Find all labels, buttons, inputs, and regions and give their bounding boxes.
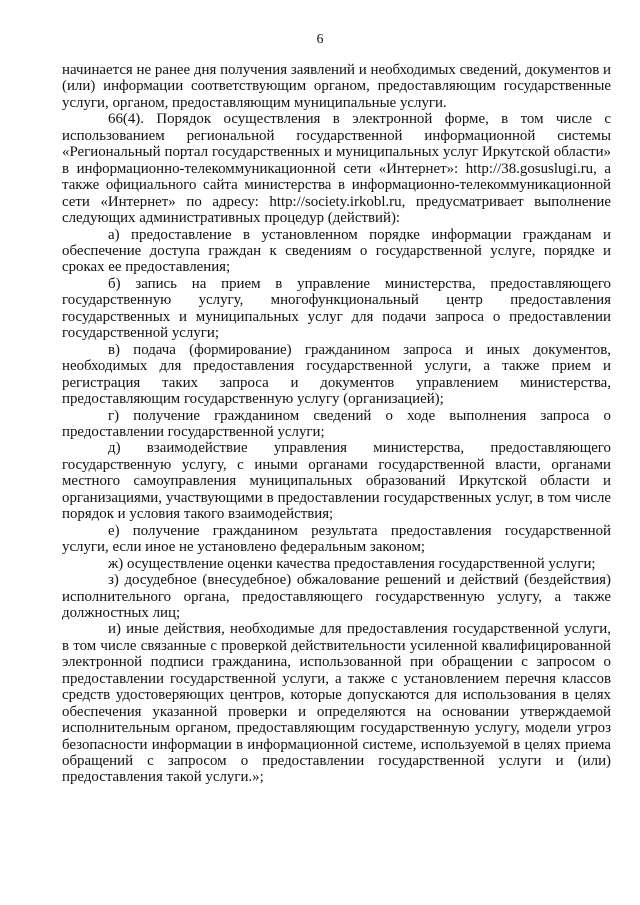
page-number: 6: [316, 31, 324, 46]
document-body: [62, 62, 611, 786]
list-item-d: д) взаимодействие управления министерства, предоставляющего государственную услугу, с иными органами государственной власти, органами местного самоуправления муниципальных образований Иркутской области и организациями, участвующими в предоставлении государственных услуг, в том числе порядок и условия такого взаимодействия;: [62, 440, 611, 523]
list-item-z: з) досудебное (внесудебное) обжалование решений и действий (бездействия) исполнительного органа, предоставляющего государственную услугу, а также должностных лиц;: [62, 572, 611, 621]
list-item-v: в) подача (формирование) гражданином запроса и иных документов, необходимых для предоставления государственной услуги, а также прием и регистрация таких запроса и документов управлением министерства, предоставляющим государственную услугу (организацией);: [62, 341, 611, 408]
list-item-e: е) получение гражданином результата предоставления государственной услуги, если иное не установлено федеральным законом;: [62, 522, 611, 556]
paragraph-continuation: начинается не ранее дня получения заявлений и необходимых сведений, документов и (или) информации соответствующим органом, предоставляющим государственные услуги, органом, предоставляющим муниципальные услуги.: [62, 62, 611, 111]
list-item-i: и) иные действия, необходимые для предоставления государственной услуги, в том числе связанные с проверкой действительности усиленной квалифицированной электронной подписи гражданина, использованной при обращении с запросом о предоставлении государственной услуги, а также с установлением перечня классов средств удостоверяющих центров, которые допускаются для использования в целях обеспечения указанной проверки и определяются на основании утверждаемой исполнительным органом, предоставляющим государственную услугу, модели угроз безопасности информации в информационной системе, используемой в целях приема обращений с запросом о предоставлении государственной услуги и (или) предоставления такой услуги.»;: [62, 621, 611, 786]
paragraph-66-4: 66(4). Порядок осуществления в электронной форме, в том числе с использованием региональной государственной информационной системы «Региональный портал государственных и муниципальных услуг Иркутской области» в информационно-телекоммуникационной сети «Интернет»: http://38.gosuslugi.ru, а также официального сайта министерства в информационно-телекоммуникационной сети «Интернет» по адресу: http://society.irkobl.ru, предусматривает выполнение следующих административных процедур (действий):: [62, 111, 611, 227]
list-item-b: б) запись на прием в управление министерства, предоставляющего государственную услугу, многофункциональный центр предоставления государственных и муниципальных услуг для подачи запроса о предоставлении государственной услуги;: [62, 275, 611, 342]
list-item-zh: ж) осуществление оценки качества предоставления государственной услуги;: [108, 555, 596, 572]
list-item-a: а) предоставление в установленном порядке информации гражданам и обеспечение доступа граждан к сведениям о государственной услуге, порядке и сроках ее предоставления;: [62, 226, 611, 276]
list-item-g: г) получение гражданином сведений о ходе выполнения запроса о предоставлении государственной услуги;: [62, 407, 611, 440]
